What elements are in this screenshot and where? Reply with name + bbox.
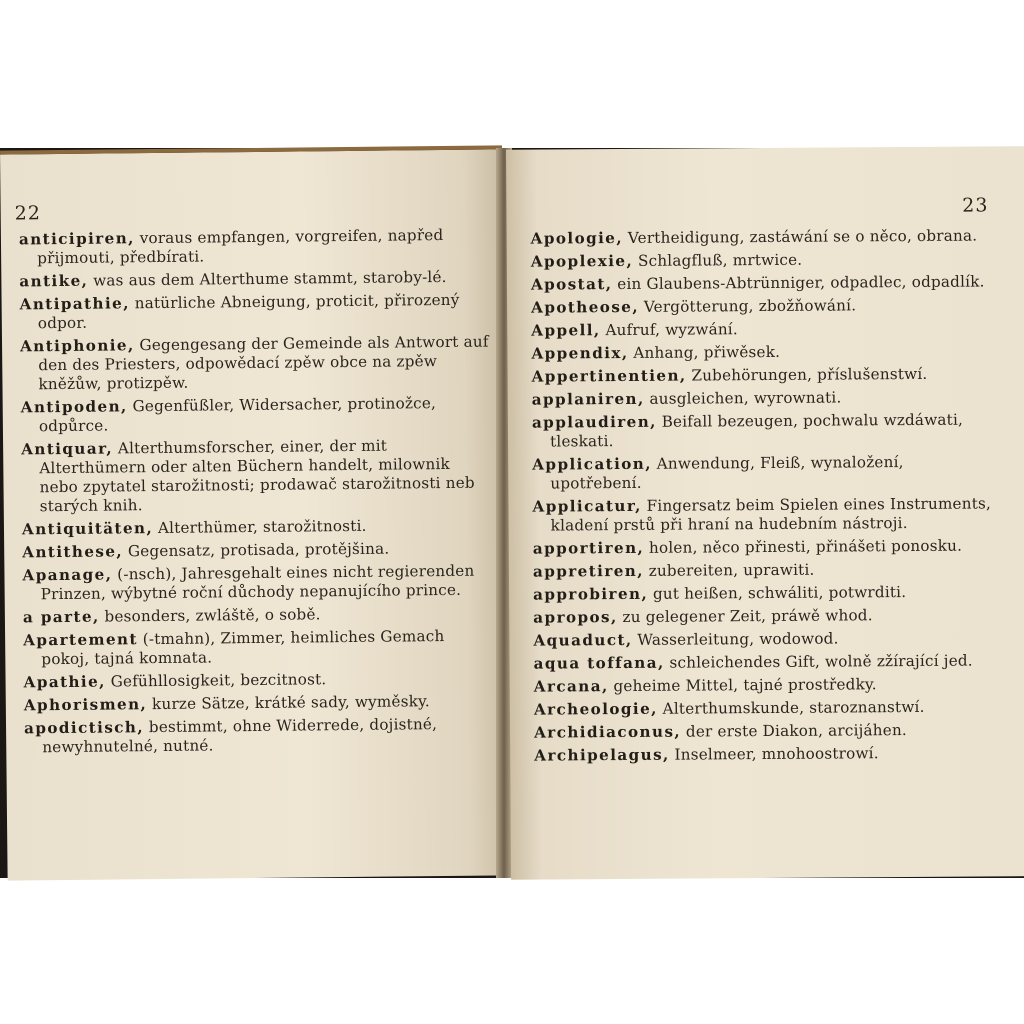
dictionary-entry — [533, 605, 997, 627]
entry-definition: Aufruf, wyzwání. — [605, 320, 738, 340]
entry-definition: zubereiten, uprawiti. — [648, 560, 815, 580]
entry-term: Arcana, — [533, 677, 609, 696]
entry-term: apropos, — [533, 608, 618, 627]
entry-term: Archeologie, — [533, 699, 658, 719]
dictionary-entry — [531, 318, 995, 340]
dictionary-entry — [21, 394, 491, 437]
dictionary-entry — [534, 651, 998, 673]
entry-definition: der erste Diakon, arcijáhen. — [685, 721, 908, 741]
entry-term: Apathie, — [23, 672, 106, 692]
dictionary-entry — [532, 494, 996, 535]
entry-term: apodictisch, — [23, 718, 145, 738]
dictionary-entry — [19, 268, 489, 292]
dictionary-entry — [532, 410, 996, 451]
entry-term: a parte, — [22, 607, 100, 627]
entry-term: anticipiren, — [18, 229, 135, 249]
entry-definition: besonders, zwláště, o sobě. — [104, 605, 321, 626]
dictionary-entry — [531, 341, 995, 363]
entry-definition: was aus dem Alterthume stammt, staroby-lé. — [93, 267, 447, 290]
page-number: 23 — [962, 194, 989, 217]
entry-definition: voraus empfangen, vorgreifen, napřed přijmouti, předbírati. — [37, 225, 444, 268]
entry-term: apportiren, — [532, 538, 645, 558]
entry-term: Apologie, — [530, 228, 624, 248]
dictionary-entry — [23, 603, 493, 627]
dictionary-entry — [533, 559, 997, 581]
dictionary-entry — [24, 714, 494, 757]
entry-term: Archipelagus, — [534, 745, 670, 765]
dictionary-entry — [533, 536, 997, 558]
entry-definition: zu gelegener Zeit, práwě whod. — [622, 606, 873, 627]
entry-definition: Alterthumskunde, staroznanstwí. — [662, 697, 925, 718]
entry-definition: holen, něco přinesti, přinášeti ponosku. — [648, 536, 963, 557]
entry-definition: bestimmt, ohne Widerrede, dojistné, newyhnutelné, nutné. — [42, 715, 438, 757]
dictionary-entry — [24, 691, 494, 715]
entry-term: Antipoden, — [20, 397, 128, 417]
dictionary-entry — [21, 436, 492, 517]
entry-term: Apoplexie, — [530, 251, 634, 271]
entry-term: Apotheose, — [531, 297, 640, 317]
entry-term: Aphorismen, — [23, 695, 148, 715]
entry-definition: Anwendung, Fleiß, wynaložení, upotřebení. — [550, 453, 904, 493]
open-book — [0, 148, 1024, 878]
entry-definition: Gegengesang der Gemeinde als Antwort auf den des Priesters, odpowědací zpěw obce na zpěw kněžůw, protizpěw. — [38, 332, 489, 394]
entry-definition: ein Glaubens-Abtrünniger, odpadlec, odpadlík. — [617, 272, 985, 294]
entry-term: Apartement — [23, 630, 138, 650]
dictionary-entry — [533, 582, 997, 604]
dictionary-entry — [23, 668, 493, 692]
entry-term: appretiren, — [532, 561, 644, 581]
entry-term: Appell, — [531, 321, 601, 340]
dictionary-entry — [531, 226, 995, 248]
dictionary-entry — [20, 333, 491, 395]
dictionary-entry — [534, 743, 998, 765]
entry-definition: Alterthümer, starožitnosti. — [157, 516, 367, 537]
dictionary-entry — [532, 364, 996, 386]
dictionary-entry — [532, 387, 996, 409]
entry-term: Apostat, — [530, 275, 613, 294]
entry-list — [531, 226, 999, 765]
entry-definition: Zubehörungen, příslušenstwí. — [691, 364, 928, 385]
dictionary-entry — [23, 626, 493, 669]
entry-definition: Beifall bezeugen, pochwalu wzdáwati, tleskati. — [549, 410, 964, 451]
entry-definition: Vergötterung, zbožňowání. — [643, 296, 857, 316]
entry-definition: Gegenfüßler, Widersacher, protinožce, odpůrce. — [38, 394, 437, 436]
entry-definition: gut heißen, schwáliti, potwrditi. — [652, 583, 907, 603]
entry-term: Archidiaconus, — [534, 722, 682, 742]
dictionary-entry — [19, 226, 489, 269]
left-page — [0, 145, 510, 880]
entry-definition: Schlagfluß, mrtwice. — [637, 250, 803, 270]
dictionary-entry — [534, 697, 998, 719]
entry-term: Application, — [532, 454, 652, 474]
dictionary-entry — [534, 720, 998, 742]
dictionary-entry — [533, 628, 997, 650]
entry-definition: Inselmeer, mnohoostrowí. — [674, 744, 879, 764]
dictionary-entry — [22, 515, 492, 539]
entry-term: applaniren, — [531, 389, 645, 409]
entry-term: Appendix, — [531, 343, 629, 363]
entry-definition: natürliche Abneigung, proticit, přirozený odpor. — [37, 290, 460, 333]
dictionary-entry — [531, 295, 995, 317]
entry-definition: Gefühllosigkeit, bezcitnost. — [110, 670, 327, 691]
dictionary-entry — [534, 674, 998, 696]
entry-term: approbiren, — [533, 584, 649, 604]
entry-definition: Fingersatz beim Spielen eines Instruments, kladení prstů při hraní na hudebním nástroji. — [550, 494, 992, 535]
entry-definition: Gegensatz, protisada, protějšina. — [127, 539, 390, 561]
entry-definition: (-tmahn), Zimmer, heimliches Gemach pokoj, tajná komnata. — [41, 627, 445, 669]
entry-term: Apanage, — [22, 565, 113, 585]
entry-definition: Anhang, přiwěsek. — [633, 342, 781, 362]
entry-term: Applicatur, — [532, 496, 642, 516]
entry-term: aqua toffana, — [533, 653, 665, 673]
entry-definition: Vertheidigung, zastáwání se o něco, obrana. — [627, 226, 978, 247]
dictionary-entry — [20, 291, 490, 334]
page-number: 22 — [14, 202, 41, 225]
entry-term: Antiquitäten, — [21, 519, 154, 539]
dictionary-entry — [532, 452, 996, 493]
entry-term: Antipathie, — [19, 294, 130, 314]
entry-definition: Alterthumsforscher, einer, der mit Alterthümern oder alten Büchern handelt, milownik nebo zpytatel starožitnosti; prodawač starožitnosti neb starých knih. — [39, 436, 475, 516]
entry-term: applaudiren, — [531, 412, 657, 432]
entry-term: antike, — [19, 271, 89, 291]
entry-term: Aquaduct, — [533, 630, 633, 650]
entry-definition: geheime Mittel, tajné prostředky. — [613, 675, 877, 696]
dictionary-entry — [22, 561, 492, 604]
entry-term: Appertinentien, — [531, 366, 687, 386]
dictionary-entry — [531, 249, 995, 271]
entry-definition: Wasserleitung, wodowod. — [637, 629, 839, 649]
entry-definition: kurze Sätze, krátké sady, wyměsky. — [151, 692, 430, 714]
right-page — [506, 146, 1024, 880]
dictionary-entry — [531, 272, 995, 294]
entry-definition: schleichendes Gift, wolně zžírající jed. — [669, 651, 973, 672]
entry-definition: (-nsch), Jahresgehalt eines nicht regierenden Prinzen, wýbytné roční důchody nepanujícího prince. — [40, 561, 475, 604]
entry-definition: ausgleichen, wyrownati. — [649, 388, 842, 408]
entry-list — [19, 226, 494, 758]
entry-term: Antiphonie, — [19, 336, 135, 356]
dictionary-entry — [22, 538, 492, 562]
entry-term: Antiquar, — [21, 439, 114, 459]
entry-term: Antithese, — [22, 542, 124, 562]
